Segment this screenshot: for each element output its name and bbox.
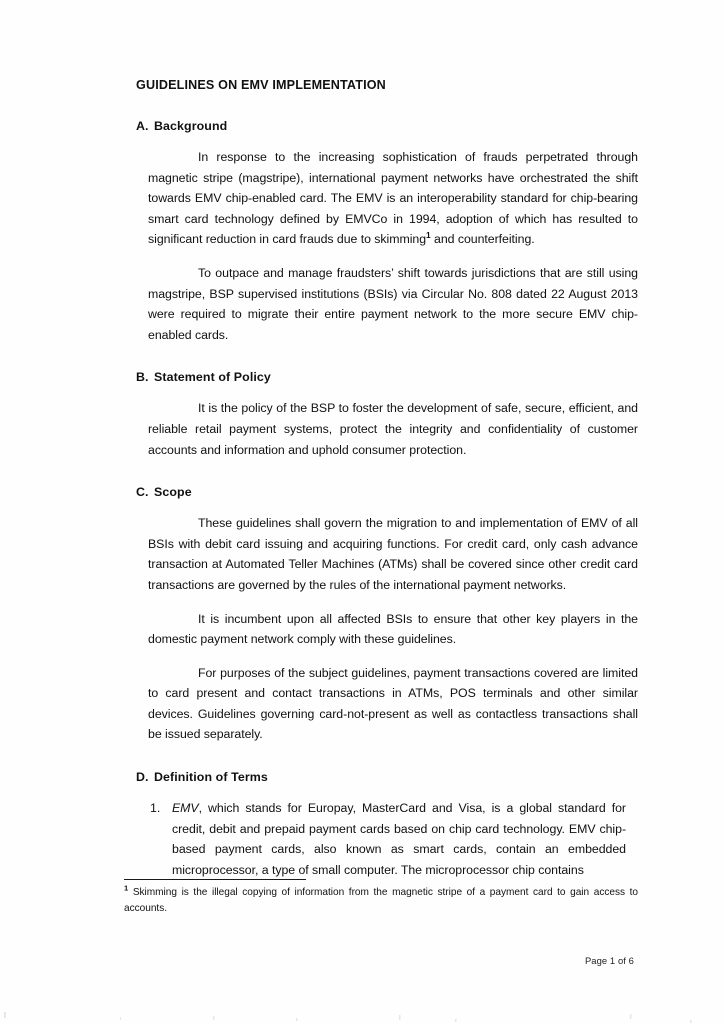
list-item-number: 1. bbox=[150, 801, 161, 816]
paragraph-text: It is the policy of the BSP to foster the development of safe, secure, efficient, and reliable retail payment systems, protect the integrity and confidentiality of customer accounts and information and uphold consumer protection. bbox=[148, 401, 638, 457]
paragraph-text: For purposes of the subject guidelines, payment transactions covered are limited to card present and contact transactions in ATMs, POS terminals and other similar devices. Guidelines governing card-not-present as well as contactless transactions shall be issued separately. bbox=[148, 665, 638, 742]
definition-list bbox=[136, 798, 638, 880]
footnote-reference[interactable]: 1 bbox=[426, 230, 431, 241]
section-title-b: Statement of Policy bbox=[154, 370, 271, 385]
paragraph bbox=[148, 398, 638, 460]
definition-text: , which stands for Europay, MasterCard and Visa, is a global standard for credit, debit and prepaid payment cards based on chip card technology. EMV chip-based payment cards, also known as smart cards, contain an embedded microprocessor, a type of small computer. The microprocessor chip contains bbox=[172, 801, 626, 877]
paragraph bbox=[148, 147, 638, 250]
section-letter-b: B. bbox=[136, 370, 149, 385]
footnote-area bbox=[124, 879, 638, 917]
page-number-footer: Page 1 of 6 bbox=[584, 955, 634, 966]
section-a-body bbox=[148, 147, 638, 345]
defined-term: EMV bbox=[172, 801, 199, 816]
section-title-d: Definition of Terms bbox=[154, 770, 268, 785]
list-item bbox=[150, 798, 626, 880]
section-b-body bbox=[148, 398, 638, 460]
section-heading-b bbox=[136, 370, 638, 384]
section-letter-c: C. bbox=[136, 485, 149, 500]
paragraph-text: It is incumbent upon all affected BSIs to ensure that other key players in the domestic payment network comply with these guidelines. bbox=[148, 611, 638, 647]
paragraph-text-tail: and counterfeiting. bbox=[430, 232, 535, 247]
footnote-text bbox=[124, 885, 638, 917]
paragraph bbox=[148, 263, 638, 345]
paragraph bbox=[148, 513, 638, 595]
paragraph-text: In response to the increasing sophistication of frauds perpetrated through magnetic stripe (magstripe), international payment networks have orchestrated the shift towards EMV chip-enabled card. The EMV is an interoperability standard for chip-bearing smart card technology defined by EMVCo in 1994, adoption of which has resulted to significant reduction in card frauds due to skimming bbox=[148, 150, 638, 247]
footnote-separator bbox=[124, 879, 306, 880]
section-title-c: Scope bbox=[154, 485, 192, 500]
document-body bbox=[136, 78, 638, 880]
paragraph-text: These guidelines shall govern the migration to and implementation of EMV of all BSIs with debit card issuing and acquiring functions. For credit card, only cash advance transaction at Automated Teller Machines (ATMs) shall be covered since other credit card transactions are governed by the rules of the international payment networks. bbox=[148, 516, 638, 592]
section-title-a: Background bbox=[154, 119, 228, 133]
page-title: GUIDELINES ON EMV IMPLEMENTATION bbox=[136, 78, 386, 92]
section-heading-a bbox=[136, 119, 638, 133]
list-item-text bbox=[172, 798, 626, 880]
section-letter-a: A. bbox=[136, 119, 149, 133]
scan-artifact-noise bbox=[0, 976, 724, 1024]
paragraph bbox=[148, 609, 638, 650]
paragraph-text: To outpace and manage fraudsters’ shift towards jurisdictions that are still using magstripe, BSP supervised institutions (BSIs) via Circular No. 808 dated 22 August 2013 were required to migrate their entire payment network to the more secure EMV chip-enabled cards. bbox=[148, 265, 638, 342]
section-heading-d bbox=[136, 770, 638, 784]
footnote-marker: 1 bbox=[124, 883, 129, 893]
footnote-body: Skimming is the illegal copying of information from the magnetic stripe of a payment card to gain access to accounts. bbox=[124, 887, 638, 915]
section-c-body bbox=[148, 513, 638, 745]
section-heading-c bbox=[136, 485, 638, 499]
section-letter-d: D. bbox=[136, 770, 149, 785]
paragraph bbox=[148, 663, 638, 745]
